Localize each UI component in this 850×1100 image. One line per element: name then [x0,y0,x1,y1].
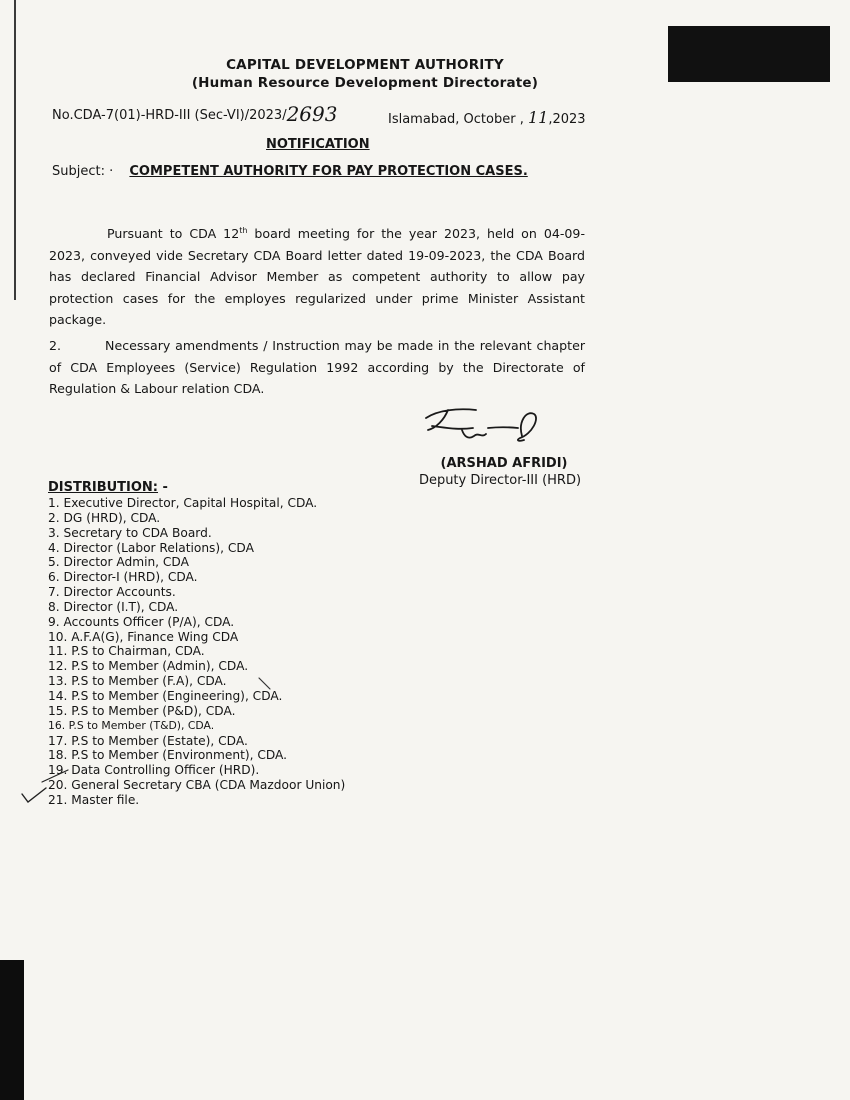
directorate-name: (Human Resource Development Directorate) [191,75,539,91]
list-item: 12. P.S to Member (Admin), CDA. [48,659,249,674]
list-item: 17. P.S to Member (Estate), CDA. [48,733,248,748]
list-item: 19. Data Controlling Officer (HRD). [48,763,260,778]
paragraph-1-body: board meeting for the year 2023, held on 04-09-2023, conveyed vide Secretary CDA Board letter dated 19-09-2023, the CDA Board has declared Financial Advisor Member as competent authority to allow pay protection cases for the employes regularized under prime Minister Assistant package. [49,226,585,328]
paragraph-1-lead: Pursuant to CDA 12 [107,226,240,242]
list-item: 18. P.S to Member (Environment), CDA. [48,748,288,763]
signature-scribble [418,400,548,450]
list-item: 9. Accounts Officer (P/A), CDA. [48,614,235,629]
list-item: 16. P.S to Member (T&D), CDA. [48,718,215,732]
strike-mark [38,764,78,786]
scan-shadow-block [0,960,24,1100]
subject-line [52,164,528,179]
place-and-date [388,108,586,127]
list-item: 21. Master file. [48,792,140,807]
signatory-title: Deputy Director-III (HRD) [418,473,582,488]
list-item: 14. P.S to Member (Engineering), CDA. [48,688,283,703]
place-month: Islamabad, October , [388,112,524,127]
list-item: 5. Director Admin, CDA [48,555,189,570]
scan-edge-line [14,0,16,300]
list-item: 13. P.S to Member (F.A), CDA. [48,674,227,689]
pen-stroke-mark [256,676,276,692]
tick-icon [20,786,50,806]
reference-prefix: No.CDA-7(01)-HRD-III (Sec-VI)/2023/ [52,108,287,123]
list-item: 11. P.S to Chairman, CDA. [48,644,205,659]
reference-number [52,102,337,126]
paragraph-2-body: Necessary amendments / Instruction may be made in the relevant chapter of CDA Employees (Service) Regulation 1992 according by the Directorate of Regulation & Labour relation CDA. [49,338,585,396]
list-item: 3. Secretary to CDA Board. [48,525,212,540]
redaction-block [668,26,830,82]
signatory-name: (ARSHAD AFRIDI) [440,456,568,471]
list-item: 2. DG (HRD), CDA. [48,510,161,525]
distribution-heading [48,480,168,495]
organization-name: CAPITAL DEVELOPMENT AUTHORITY [226,57,504,73]
paragraph-1 [49,220,585,331]
list-item: 10. A.F.A(G), Finance Wing CDA [48,629,239,644]
list-item: 15. P.S to Member (P&D), CDA. [48,703,236,718]
distribution-heading-text: DISTRIBUTION: [48,480,159,495]
list-item: 6. Director-I (HRD), CDA. [48,570,198,585]
list-item: 4. Director (Labor Relations), CDA [48,540,254,555]
list-item: 1. Executive Director, Capital Hospital, CDA. [48,496,318,510]
reference-handwritten-number: 2693 [286,102,338,126]
handwritten-day: 11 [527,108,549,127]
paragraph-2-number: 2. [49,338,62,353]
paragraph-1-superscript: th [239,226,248,235]
subject-text: COMPETENT AUTHORITY FOR PAY PROTECTION CASES. [129,164,528,179]
distribution-list [48,496,345,808]
list-item: 20. General Secretary CBA (CDA Mazdoor Union) [48,778,346,793]
list-item: 8. Director (I.T), CDA. [48,599,179,614]
subject-label: Subject: · [52,164,114,179]
paragraph-2 [49,335,585,400]
date-year: ,2023 [548,112,586,127]
distribution-heading-suffix: - [158,480,168,495]
list-item: 7. Director Accounts. [48,585,176,600]
notification-title: NOTIFICATION [266,137,370,152]
